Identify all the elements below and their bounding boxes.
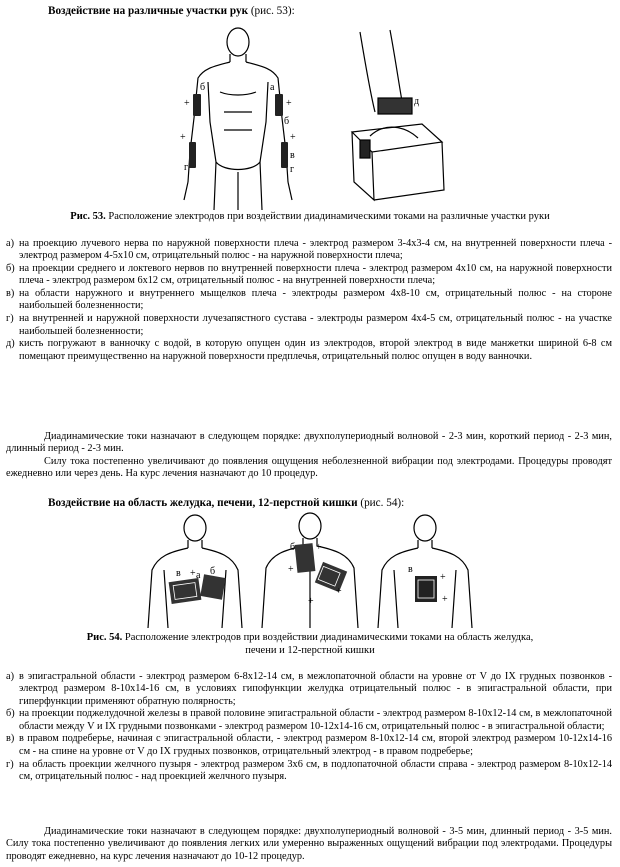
- svg-text:+: +: [190, 568, 196, 579]
- list-marker: в): [6, 733, 15, 745]
- heading-text: Воздействие на область желудка, печени, 12-перстной кишки: [48, 497, 358, 509]
- svg-text:в: в: [176, 568, 181, 579]
- paragraph-currents-order-2: Диадинамические токи назначают в следующем порядке: двухполупериодный волновой - 3-5 мин, длинный период - 3-5 мин. Силу тока постепенно увеличивают до появления легких или умеренно выраженных ощущений вибрации под электродами. Процедуры проводят ежедневно, на курс лечения назначают до 10-12 процедур.: [6, 826, 612, 862]
- list-item: [6, 733, 612, 758]
- list-stomach: [6, 671, 612, 784]
- list-item-text: в эпигастральной области - электрод размером 6-8х12-14 см, в межлопаточной области на уровне от V до IX грудных позвонков - электрод размером 8-10х14-16 см, в условиях гипофункции желудка отрицательный полюс - в эпигастральной области, при гиперфункции применяют обратную полярность;: [19, 671, 612, 707]
- svg-text:б: б: [290, 542, 296, 553]
- caption-text: Расположение электродов при воздействии диадинамическими токами на различные участки руки: [108, 211, 550, 222]
- svg-text:г: г: [184, 162, 189, 173]
- figure-53-caption: [0, 211, 620, 224]
- heading-figure-ref: (рис. 54):: [360, 497, 405, 509]
- list-item-text: кисть погружают в ванночку с водой, в которую опущен один из электродов, второй электрод в виде манжетки шириной 6-8 см помещают преимущественно на наружной поверхности предплечья, отрицательный полюс опущен в воду ванночки.: [19, 338, 612, 362]
- list-item-text: на проекции среднего и локтевого нервов по внутренней поверхности плеча - электрод размером 4х10 см, на наружной поверхности плеча - электрод размером 6х12 см, отрицательный полюс - на внутренней поверхности плеча;: [19, 263, 612, 287]
- svg-text:+: +: [336, 586, 342, 597]
- svg-text:б: б: [210, 566, 216, 577]
- heading-text: Воздействие на различные участки рук: [48, 5, 249, 17]
- svg-text:+: +: [308, 596, 314, 607]
- list-marker: г): [6, 313, 14, 325]
- section-heading-stomach: [48, 497, 404, 509]
- list-item: [6, 238, 612, 263]
- list-item: [6, 338, 612, 363]
- list-arms: [6, 238, 612, 363]
- svg-text:в: в: [408, 564, 413, 575]
- figure-53-body: [184, 28, 295, 210]
- list-marker: а): [6, 238, 14, 249]
- svg-text:а: а: [196, 570, 201, 581]
- figure-54-illustration: [140, 510, 480, 630]
- caption-text: Расположение электродов при воздействии диадинамическими токами на область желудка,: [124, 632, 534, 643]
- svg-text:+: +: [288, 564, 294, 575]
- svg-text:б: б: [200, 82, 206, 93]
- figure-54-electrodes: [169, 543, 437, 604]
- svg-text:+: +: [442, 594, 448, 605]
- list-marker: б): [6, 263, 15, 275]
- list-item-text: в правом подреберье, начиная с эпигастральной области, - электрод размером 8-10х12-14 см, второй электрод размером 10-12х14-16 см - на спине на уровне от V до IX грудных позвонков, отрицательный электрод - в правом подреберье;: [19, 733, 612, 757]
- list-item: [6, 671, 612, 708]
- list-item: [6, 759, 612, 784]
- list-marker: г): [6, 758, 14, 770]
- svg-text:б: б: [284, 116, 290, 127]
- caption-number: Рис. 54.: [86, 632, 123, 643]
- figure-53-illustration: [160, 22, 460, 212]
- svg-text:+: +: [184, 98, 190, 109]
- caption-number: Рис. 53.: [70, 211, 106, 222]
- list-item-text: на внутренней и наружной поверхности лучезапястного сустава - электроды размером 4х4-5 см, отрицательный полюс - на участке наибольшей болезненности;: [19, 313, 612, 337]
- svg-text:+: +: [180, 132, 186, 143]
- list-marker: а): [6, 671, 14, 682]
- svg-text:д: д: [414, 96, 420, 107]
- list-marker: б): [6, 708, 15, 720]
- paragraph-current-strength: Силу тока постепенно увеличивают до появления ощущения неболезненной вибрации под электродами. Процедуры проводят ежедневно или через день. На курс лечения назначают до 10 процедур.: [6, 456, 612, 480]
- list-item-text: на область проекции желчного пузыря - электрод размером 3х6 см, в подлопаточной области справа - электрод размером 8-10х12-14 см, отрицательный полюс - над проекцией желчного пузыря.: [19, 758, 612, 782]
- svg-text:+: +: [440, 572, 446, 583]
- list-item: [6, 263, 612, 288]
- list-item: [6, 313, 612, 338]
- list-item-text: на области наружного и внутреннего мыщелков плеча - электроды размером 4х8-10 см, отрицательный полюс - на стороне наибольшей болезненности;: [19, 288, 612, 312]
- heading-figure-ref: (рис. 53):: [250, 5, 295, 17]
- list-item-text: на проекцию лучевого нерва по наружной поверхности плеча - электрод размером 3-4х3-4 см, на внутренней поверхности плеча - электрод размером 4-5х10 см, отрицательный полюс - на наружной поверхности плеча;: [19, 238, 612, 262]
- list-marker: д): [6, 338, 15, 350]
- section-heading-arms: [48, 5, 295, 17]
- svg-text:в: в: [290, 150, 295, 161]
- svg-text:г: г: [290, 164, 295, 175]
- svg-text:+: +: [286, 98, 292, 109]
- svg-text:+: +: [290, 132, 296, 143]
- list-item: [6, 708, 612, 733]
- list-item-text: на проекции поджелудочной железы в правой половине эпигастральной области - электрод размером 8-10х12-14 см, в межлопаточной области между V и IX грудными позвонками - электрод размером 10-12х14-16 см, отрицательный полюс - в эпигастральной области;: [19, 708, 612, 732]
- list-marker: в): [6, 288, 15, 300]
- svg-text:а: а: [270, 82, 275, 93]
- svg-text:+: +: [316, 542, 322, 553]
- figure-54-caption: [0, 632, 620, 657]
- list-item: [6, 288, 612, 313]
- figure-53-arm-electrodes: [189, 94, 288, 168]
- paragraph-currents-order: Диадинамические токи назначают в следующем порядке: двухполупериодный волновой - 2-3 мин, короткий период - 2-3 мин, длинный период - 2-3 мин.: [6, 431, 612, 455]
- caption-text-line2: печени и 12-перстной кишки: [245, 644, 375, 656]
- figure-53-hand-bath: [352, 30, 444, 200]
